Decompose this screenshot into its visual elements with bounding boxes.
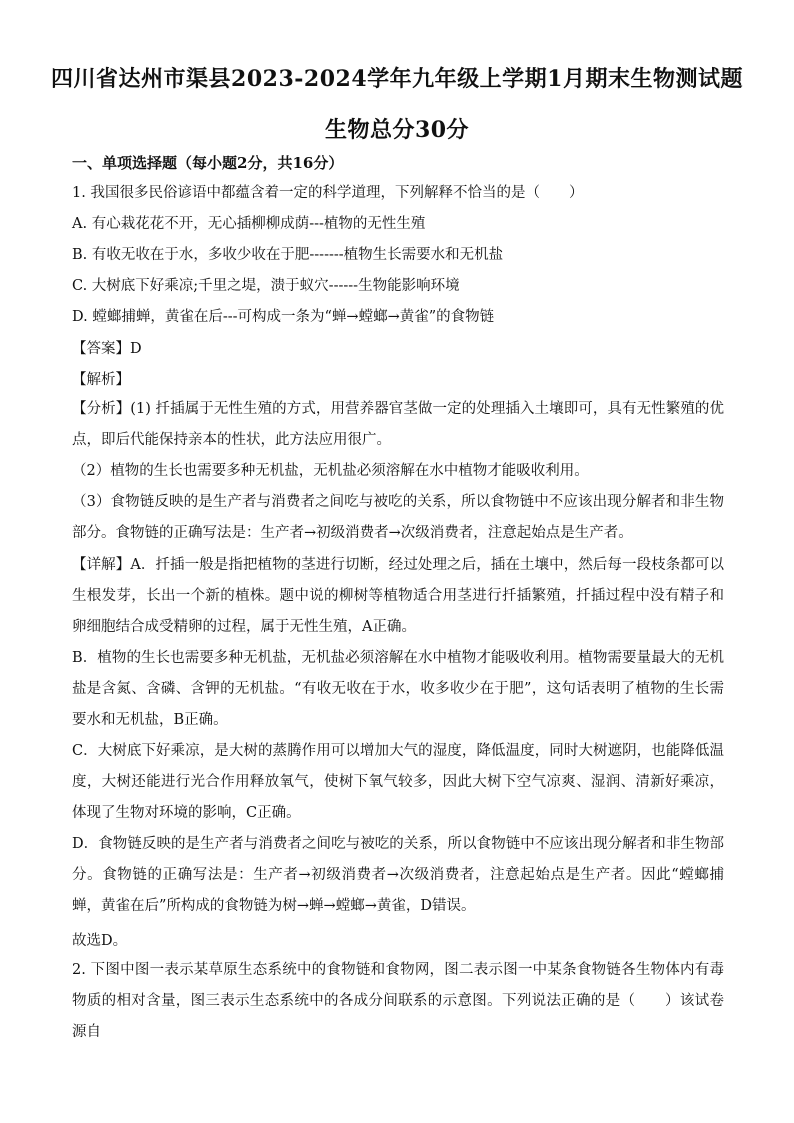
question-1-option-b: B. 有收无收在于水，多收少收在于肥-------植物生长需要水和无机盐 — [72, 247, 504, 263]
analysis-paragraph-1: 【分析】(1) 扦插属于无性生殖的方式，用营养器官茎做一定的处理插入土壤即可，具有无性繁殖的优点，即后代能保持亲本的性状，此方法应用很广。 — [72, 401, 724, 448]
analysis-label: 【解析】 — [72, 372, 130, 388]
answer-label: 【答案】D — [72, 341, 142, 357]
question-1-option-c: C. 大树底下好乘凉;千里之堤，溃于蚁穴------生物能影响环境 — [72, 278, 460, 294]
page-subtitle: 生物总分30分 — [324, 117, 470, 143]
analysis-paragraph-3: （3）食物链反映的是生产者与消费者之间吃与被吃的关系，所以食物链中不应该出现分解者和非生物部分。食物链的正确写法是：生产者→初级消费者→次级消费者，注意起始点是生产者。 — [72, 494, 724, 541]
section-heading: 一、单项选择题（每小题2分，共16分） — [72, 154, 344, 172]
question-1-option-d: D. 螳螂捕蝉，黄雀在后---可构成一条为“蝉→螳螂→黄雀”的食物链 — [72, 309, 495, 325]
detail-paragraph-b: B．植物的生长也需要多种无机盐，无机盐必须溶解在水中植物才能吸收利用。植物需要量最大的无机盐是含氮、含磷、含钾的无机盐。“有收无收在于水，收多收少在于肥”，这句话表明了植物的生长需要水和无机盐，B正确。 — [72, 650, 724, 728]
question-2-stem: 2. 下图中图一表示某草原生态系统中的食物链和食物网，图二表示图一中某条食物链各生物体内有毒物质的相对含量，图三表示生态系统中的各成分间联系的示意图。下列说法正确的是（ ）该试卷源自 — [72, 962, 724, 1040]
page-title: 四川省达州市渠县2023-2024学年九年级上学期1月期末生物测试题 — [51, 66, 743, 92]
detail-paragraph-c: C．大树底下好乘凉，是大树的蒸腾作用可以增加大气的湿度，降低温度，同时大树遮阴，也能降低温度，大树还能进行光合作用释放氧气，使树下氧气较多，因此大树下空气凉爽、湿润、清新好乘凉，体现了生物对环境的影响，C正确。 — [72, 743, 724, 821]
detail-paragraph-a: 【详解】A．扦插一般是指把植物的茎进行切断，经过处理之后，插在土壤中，然后每一段枝条都可以生根发芽，长出一个新的植株。题中说的柳树等植物适合用茎进行扦插繁殖，扦插过程中没有精子和卵细胞结合成受精卵的过程，属于无性生殖，A正确。 — [72, 557, 724, 635]
question-1-option-a: A. 有心栽花花不开，无心插柳柳成荫---植物的无性生殖 — [72, 216, 426, 232]
detail-paragraph-d: D．食物链反映的是生产者与消费者之间吃与被吃的关系，所以食物链中不应该出现分解者和非生物部分。食物链的正确写法是：生产者→初级消费者→次级消费者，注意起始点是生产者。因此“螳螂捕蝉，黄雀在后”所构成的食物链为树→蝉→螳螂→黄雀，D错误。 — [72, 836, 724, 914]
question-1-stem: 1. 我国很多民俗谚语中都蕴含着一定的科学道理，下列解释不恰当的是（ ） — [72, 185, 584, 201]
conclusion: 故选D。 — [72, 933, 128, 949]
analysis-paragraph-2: （2）植物的生长也需要多种无机盐，无机盐必须溶解在水中植物才能吸收利用。 — [72, 463, 589, 479]
